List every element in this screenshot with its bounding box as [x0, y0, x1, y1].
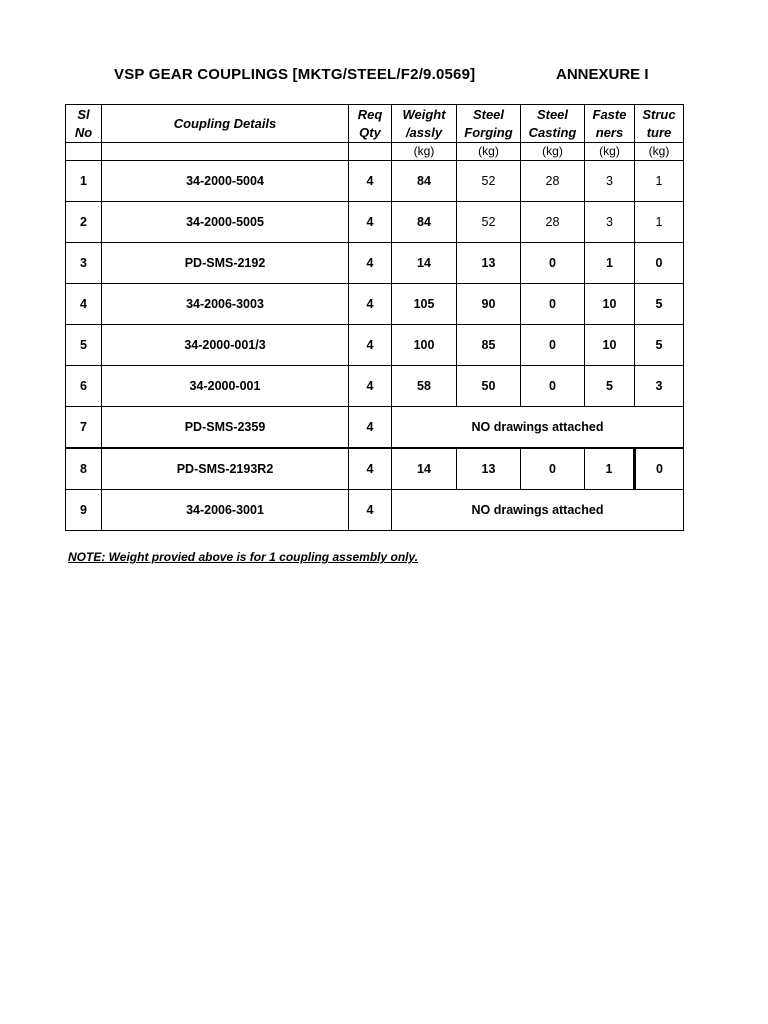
- forging-cell: 52: [457, 202, 521, 243]
- qty-cell: 4: [349, 366, 392, 407]
- casting-cell: 0: [521, 366, 585, 407]
- casting-cell: 0: [521, 243, 585, 284]
- header-structure: Struc ture: [635, 105, 684, 143]
- detail-cell: PD-SMS-2193R2: [102, 448, 349, 490]
- header-fasteners: Faste ners: [585, 105, 635, 143]
- casting-cell: 0: [521, 325, 585, 366]
- unit-cell: (kg): [392, 143, 457, 161]
- table-row: [66, 407, 684, 449]
- sl-cell: 4: [66, 284, 102, 325]
- table-row: [66, 448, 684, 490]
- weight-cell: 84: [392, 202, 457, 243]
- sl-cell: 9: [66, 490, 102, 531]
- unit-cell: (kg): [457, 143, 521, 161]
- detail-cell: 34-2000-001/3: [102, 325, 349, 366]
- structure-cell: 5: [635, 325, 684, 366]
- qty-cell: 4: [349, 407, 392, 449]
- sl-cell: 3: [66, 243, 102, 284]
- header-req-qty: Req Qty: [349, 105, 392, 143]
- qty-cell: 4: [349, 284, 392, 325]
- unit-cell-empty: [349, 143, 392, 161]
- weight-cell: 58: [392, 366, 457, 407]
- units-row: [66, 143, 684, 161]
- forging-cell: 90: [457, 284, 521, 325]
- header-row: [66, 105, 684, 143]
- couplings-table: [65, 104, 684, 531]
- structure-cell: 5: [635, 284, 684, 325]
- header-sl-no: Sl No: [66, 105, 102, 143]
- structure-cell: 1: [635, 202, 684, 243]
- fasteners-cell: 10: [585, 325, 635, 366]
- forging-cell: 50: [457, 366, 521, 407]
- casting-cell: 0: [521, 448, 585, 490]
- qty-cell: 4: [349, 325, 392, 366]
- fasteners-cell: 1: [585, 448, 635, 490]
- detail-cell: 34-2000-5004: [102, 161, 349, 202]
- no-drawings-note: NO drawings attached: [392, 407, 684, 449]
- detail-cell: PD-SMS-2359: [102, 407, 349, 449]
- footnote: NOTE: Weight provied above is for 1 coupling assembly only.: [68, 550, 419, 564]
- table-row: [66, 161, 684, 202]
- structure-cell: 0: [635, 243, 684, 284]
- header-weight-assly: Weight /assly: [392, 105, 457, 143]
- qty-cell: 4: [349, 161, 392, 202]
- unit-cell: (kg): [585, 143, 635, 161]
- sl-cell: 6: [66, 366, 102, 407]
- table-row: [66, 490, 684, 531]
- fasteners-cell: 10: [585, 284, 635, 325]
- structure-cell: 1: [635, 161, 684, 202]
- unit-cell-empty: [102, 143, 349, 161]
- header-steel-casting: Steel Casting: [521, 105, 585, 143]
- casting-cell: 28: [521, 202, 585, 243]
- detail-cell: 34-2000-001: [102, 366, 349, 407]
- sl-cell: 7: [66, 407, 102, 449]
- fasteners-cell: 3: [585, 202, 635, 243]
- sl-cell: 8: [66, 448, 102, 490]
- detail-cell: 34-2006-3001: [102, 490, 349, 531]
- weight-cell: 14: [392, 448, 457, 490]
- no-drawings-note: NO drawings attached: [392, 490, 684, 531]
- forging-cell: 85: [457, 325, 521, 366]
- structure-cell: 3: [635, 366, 684, 407]
- qty-cell: 4: [349, 243, 392, 284]
- document-title: VSP GEAR COUPLINGS [MKTG/STEEL/F2/9.0569]: [114, 66, 476, 83]
- table-row: [66, 202, 684, 243]
- unit-cell: (kg): [635, 143, 684, 161]
- weight-cell: 100: [392, 325, 457, 366]
- annexure-label: ANNEXURE I: [556, 66, 649, 83]
- weight-cell: 105: [392, 284, 457, 325]
- unit-cell: (kg): [521, 143, 585, 161]
- fasteners-cell: 1: [585, 243, 635, 284]
- unit-cell-empty: [66, 143, 102, 161]
- detail-cell: 34-2000-5005: [102, 202, 349, 243]
- table-row: [66, 284, 684, 325]
- forging-cell: 13: [457, 448, 521, 490]
- structure-cell: 0: [635, 448, 684, 490]
- casting-cell: 28: [521, 161, 585, 202]
- qty-cell: 4: [349, 448, 392, 490]
- table-row: [66, 243, 684, 284]
- weight-cell: 14: [392, 243, 457, 284]
- table-row: [66, 325, 684, 366]
- table-row: [66, 366, 684, 407]
- header-coupling-details: Coupling Details: [102, 105, 349, 143]
- fasteners-cell: 3: [585, 161, 635, 202]
- fasteners-cell: 5: [585, 366, 635, 407]
- forging-cell: 13: [457, 243, 521, 284]
- qty-cell: 4: [349, 490, 392, 531]
- forging-cell: 52: [457, 161, 521, 202]
- casting-cell: 0: [521, 284, 585, 325]
- detail-cell: PD-SMS-2192: [102, 243, 349, 284]
- detail-cell: 34-2006-3003: [102, 284, 349, 325]
- header-steel-forging: Steel Forging: [457, 105, 521, 143]
- qty-cell: 4: [349, 202, 392, 243]
- sl-cell: 1: [66, 161, 102, 202]
- sl-cell: 5: [66, 325, 102, 366]
- weight-cell: 84: [392, 161, 457, 202]
- sl-cell: 2: [66, 202, 102, 243]
